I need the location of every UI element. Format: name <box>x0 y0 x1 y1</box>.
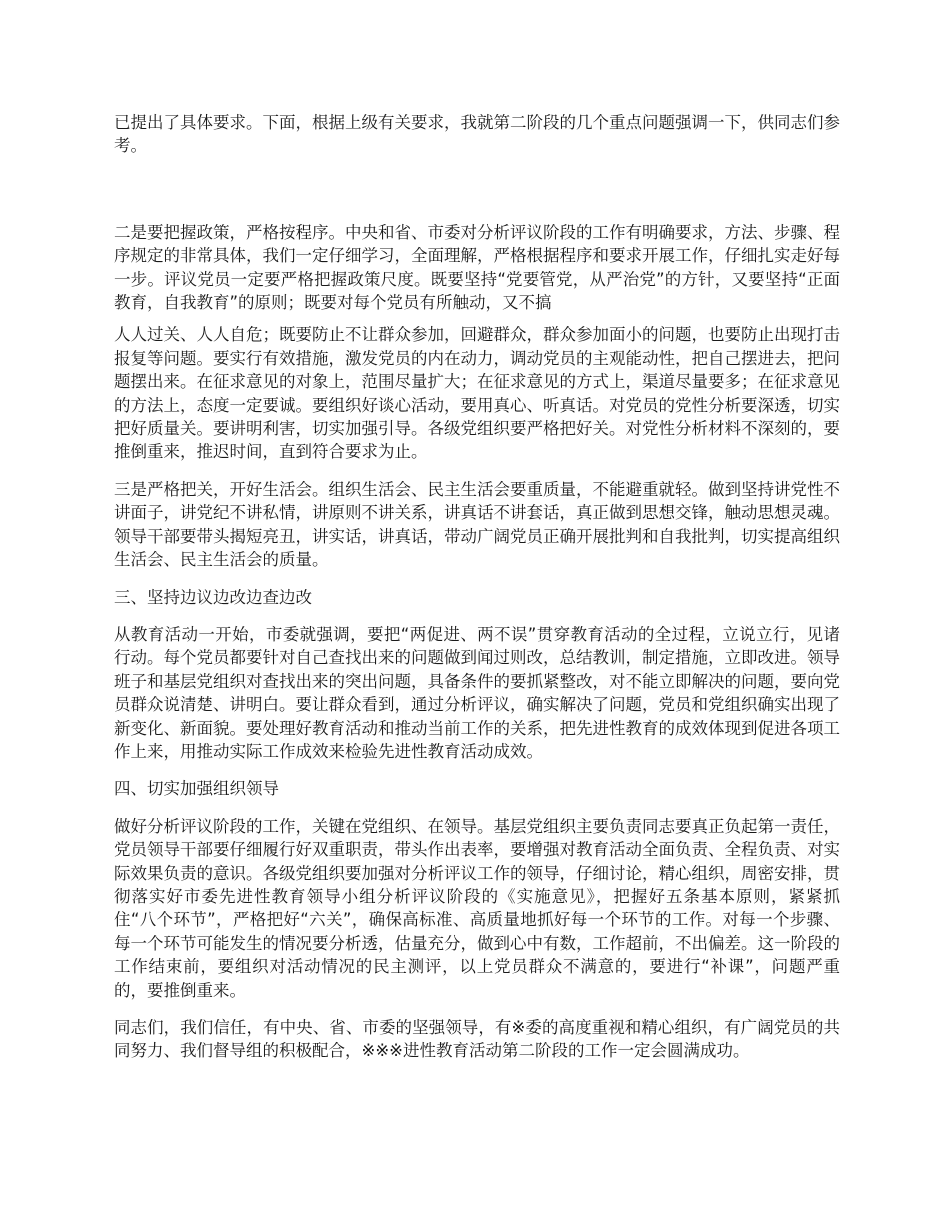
paragraph-leadership: 做好分析评议阶段的工作，关键在党组织、在领导。基层党组织主要负责同志要真正负起第一责任，党员领导干部要仔细履行好双重职责，带头作出表率，要增强对教育活动全面负责、全程负责、对实际效果负责的意识。各级党组织要加强对分析评议工作的领导，仔细讨论，精心组织，周密安排，贯彻落实好市委先进性教育领导小组分析评议阶段的《实施意见》，把握好五条基本原则，紧紧抓住“八个环节”，严格把好“六关”，确保高标准、高质量地抓好每一个环节的工作。对每一个步骤、每一个环节可能发生的情况要分析透，估量充分，做到心中有数，工作超前，不出偏差。这一阶段的工作结束前，要组织对活动情况的民主测评，以上党员群众不满意的，要进行“补课”，问题严重的，要推倒重来。 <box>114 816 840 1000</box>
paragraph-policy-continued: 人人过关、人人自危；既要防止不让群众参加，回避群众，群众参加面小的问题，也要防止出现打击报复等问题。要实行有效措施，激发党员的内在动力，调动党员的主观能动性，把自己摆进去，把问题摆出来。在征求意见的对象上，范围尽量扩大；在征求意见的方式上，渠道尽量要多；在征求意见的方法上，态度一定要诚。要组织好谈心活动，要用真心、听真话。对党员的党性分析要深透，切实把好质量关。要讲明利害，切实加强引导。各级党组织要严格把好关。对党性分析材料不深刻的，要推倒重来，推迟时间，直到符合要求为止。 <box>114 325 840 462</box>
paragraph-life-meeting: 三是严格把关，开好生活会。组织生活会、民主生活会要重质量，不能避重就轻。做到坚持讲党性不讲面子，讲党纪不讲私情，讲原则不讲关系，讲真话不讲套话，真正做到思想交锋，触动思想灵魂。领导干部要带头揭短亮丑，讲实话，讲真话，带动广阔党员正确开展批判和自我批判，切实提高组织生活会、民主生活会的质量。 <box>114 479 840 570</box>
paragraph-policy: 二是要把握政策，严格按程序。中央和省、市委对分析评议阶段的工作有明确要求，方法、步骤、程序规定的非常具体，我们一定仔细学习，全面理解，严格根据程序和要求开展工作，仔细扎实走好每一步。评议党员一定要严格把握政策尺度。既要坚持“党要管党，从严治党”的方针，又要坚持“正面教育，自我教育”的原则；既要对每个党员有所触动，又不搞 <box>114 222 840 313</box>
paragraph-intro: 已提出了具体要求。下面，根据上级有关要求，我就第二阶段的几个重点问题强调一下，供同志们参考。 <box>114 113 840 156</box>
paragraph-closing: 同志们，我们信任，有中央、省、市委的坚强领导，有※委的高度重视和精心组织，有广阔党员的共同努力、我们督导组的积极配合，※※※进性教育活动第二阶段的工作一定会圆满成功。 <box>114 1018 840 1061</box>
section-heading-3: 三、坚持边议边改边查边改 <box>114 587 312 607</box>
section-heading-4: 四、切实加强组织领导 <box>114 779 279 799</box>
document-body <box>114 111 840 1077</box>
paragraph-rectify: 从教育活动一开始，市委就强调，要把“两促进、两不误”贯穿教育活动的全过程，立说立行，见诸行动。每个党员都要针对自己查找出来的问题做到闻过则改，总结教训，制定措施，立即改进。领导班子和基层党组织对查找出来的突出问题，具备条件的要抓紧整改，对不能立即解决的问题，要向党员群众说清楚、讲明白。要让群众看到，通过分析评议，确实解决了问题，党员和党组织确实出现了新变化、新面貌。要处理好教育活动和推动当前工作的关系，把先进性教育的成效体现到促进各项工作上来，用推动实际工作成效来检验先进性教育活动成效。 <box>114 624 840 761</box>
